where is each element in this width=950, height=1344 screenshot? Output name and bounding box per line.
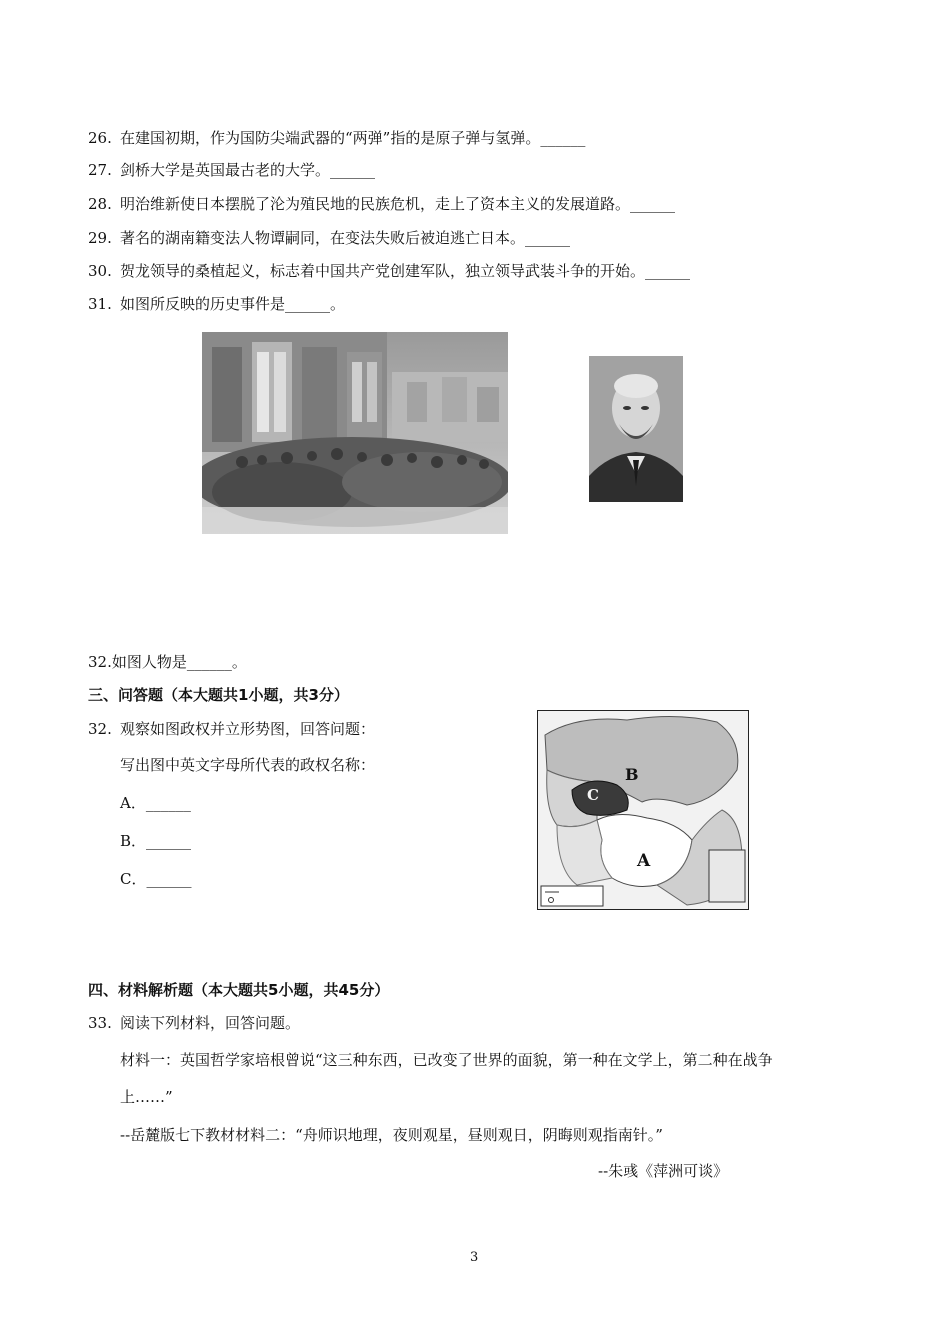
question-28 xyxy=(88,194,675,214)
question-text: 观察如图政权并立形势图，回答问题： xyxy=(120,720,376,738)
question-text: 贺龙领导的桑植起义，标志着中国共产党创建军队，独立领导武装斗争的开始。______ xyxy=(120,262,691,280)
section-4-question xyxy=(88,1013,300,1033)
question-text: 明治维新使日本摆脱了沦为殖民地的民族危机，走上了资本主义的发展道路。______ xyxy=(120,195,676,213)
answer-a: A．______ xyxy=(120,794,191,812)
question-text: 如图所反映的历史事件是______。 xyxy=(120,295,346,313)
portrait-photo xyxy=(589,356,683,502)
question-number: 32. xyxy=(88,720,112,738)
section-3-question xyxy=(88,719,375,739)
question-number: 31. xyxy=(88,295,112,313)
answer-b: B．______ xyxy=(120,832,192,850)
map-label-a: A xyxy=(637,851,651,871)
material-source: --朱彧《萍洲可谈》 xyxy=(598,1162,729,1180)
material-1-line-1: 材料一：英国哲学家培根曾说“这三种东西，已改变了世界的面貌，第一种在文学上，第二种在战争 xyxy=(120,1051,773,1069)
question-30 xyxy=(88,261,690,281)
material-1-line-2: 上……” xyxy=(120,1088,173,1106)
question-32-person: 32.如图人物是______。 xyxy=(88,653,247,671)
question-text: 在建国初期，作为国防尖端武器的“两弹”指的是原子弹与氢弹。______ xyxy=(120,129,586,147)
historical-event-painting xyxy=(202,332,508,534)
question-31 xyxy=(88,294,345,314)
map-label-b: B xyxy=(625,765,639,784)
section-3-heading: 三、问答题（本大题共1小题，共3分） xyxy=(88,686,349,704)
answer-c: C．______ xyxy=(120,870,192,888)
question-number: 29. xyxy=(88,229,112,247)
question-text: 剑桥大学是英国最古老的大学。______ xyxy=(120,161,376,179)
question-number: 26. xyxy=(88,129,112,147)
section-4-heading: 四、材料解析题（本大题共5小题，共45分） xyxy=(88,981,390,999)
question-29 xyxy=(88,228,570,248)
question-number: 28. xyxy=(88,195,112,213)
map-label-c: C xyxy=(587,786,599,804)
section-3-subquestion: 写出图中英文字母所代表的政权名称： xyxy=(120,756,376,774)
page-number: 3 xyxy=(470,1250,479,1265)
question-text: 著名的湖南籍变法人物谭嗣同，在变法失败后被迫逃亡日本。______ xyxy=(120,229,571,247)
question-number: 33. xyxy=(88,1014,112,1032)
question-text: 阅读下列材料，回答问题。 xyxy=(120,1014,301,1032)
question-number: 27. xyxy=(88,161,112,179)
material-2: --岳麓版七下教材材料二：“舟师识地理，夜则观星，昼则观日，阴晦则观指南针。” xyxy=(120,1126,663,1144)
question-number: 30. xyxy=(88,262,112,280)
question-26 xyxy=(88,128,585,148)
question-27 xyxy=(88,160,375,180)
regimes-map xyxy=(537,710,749,910)
